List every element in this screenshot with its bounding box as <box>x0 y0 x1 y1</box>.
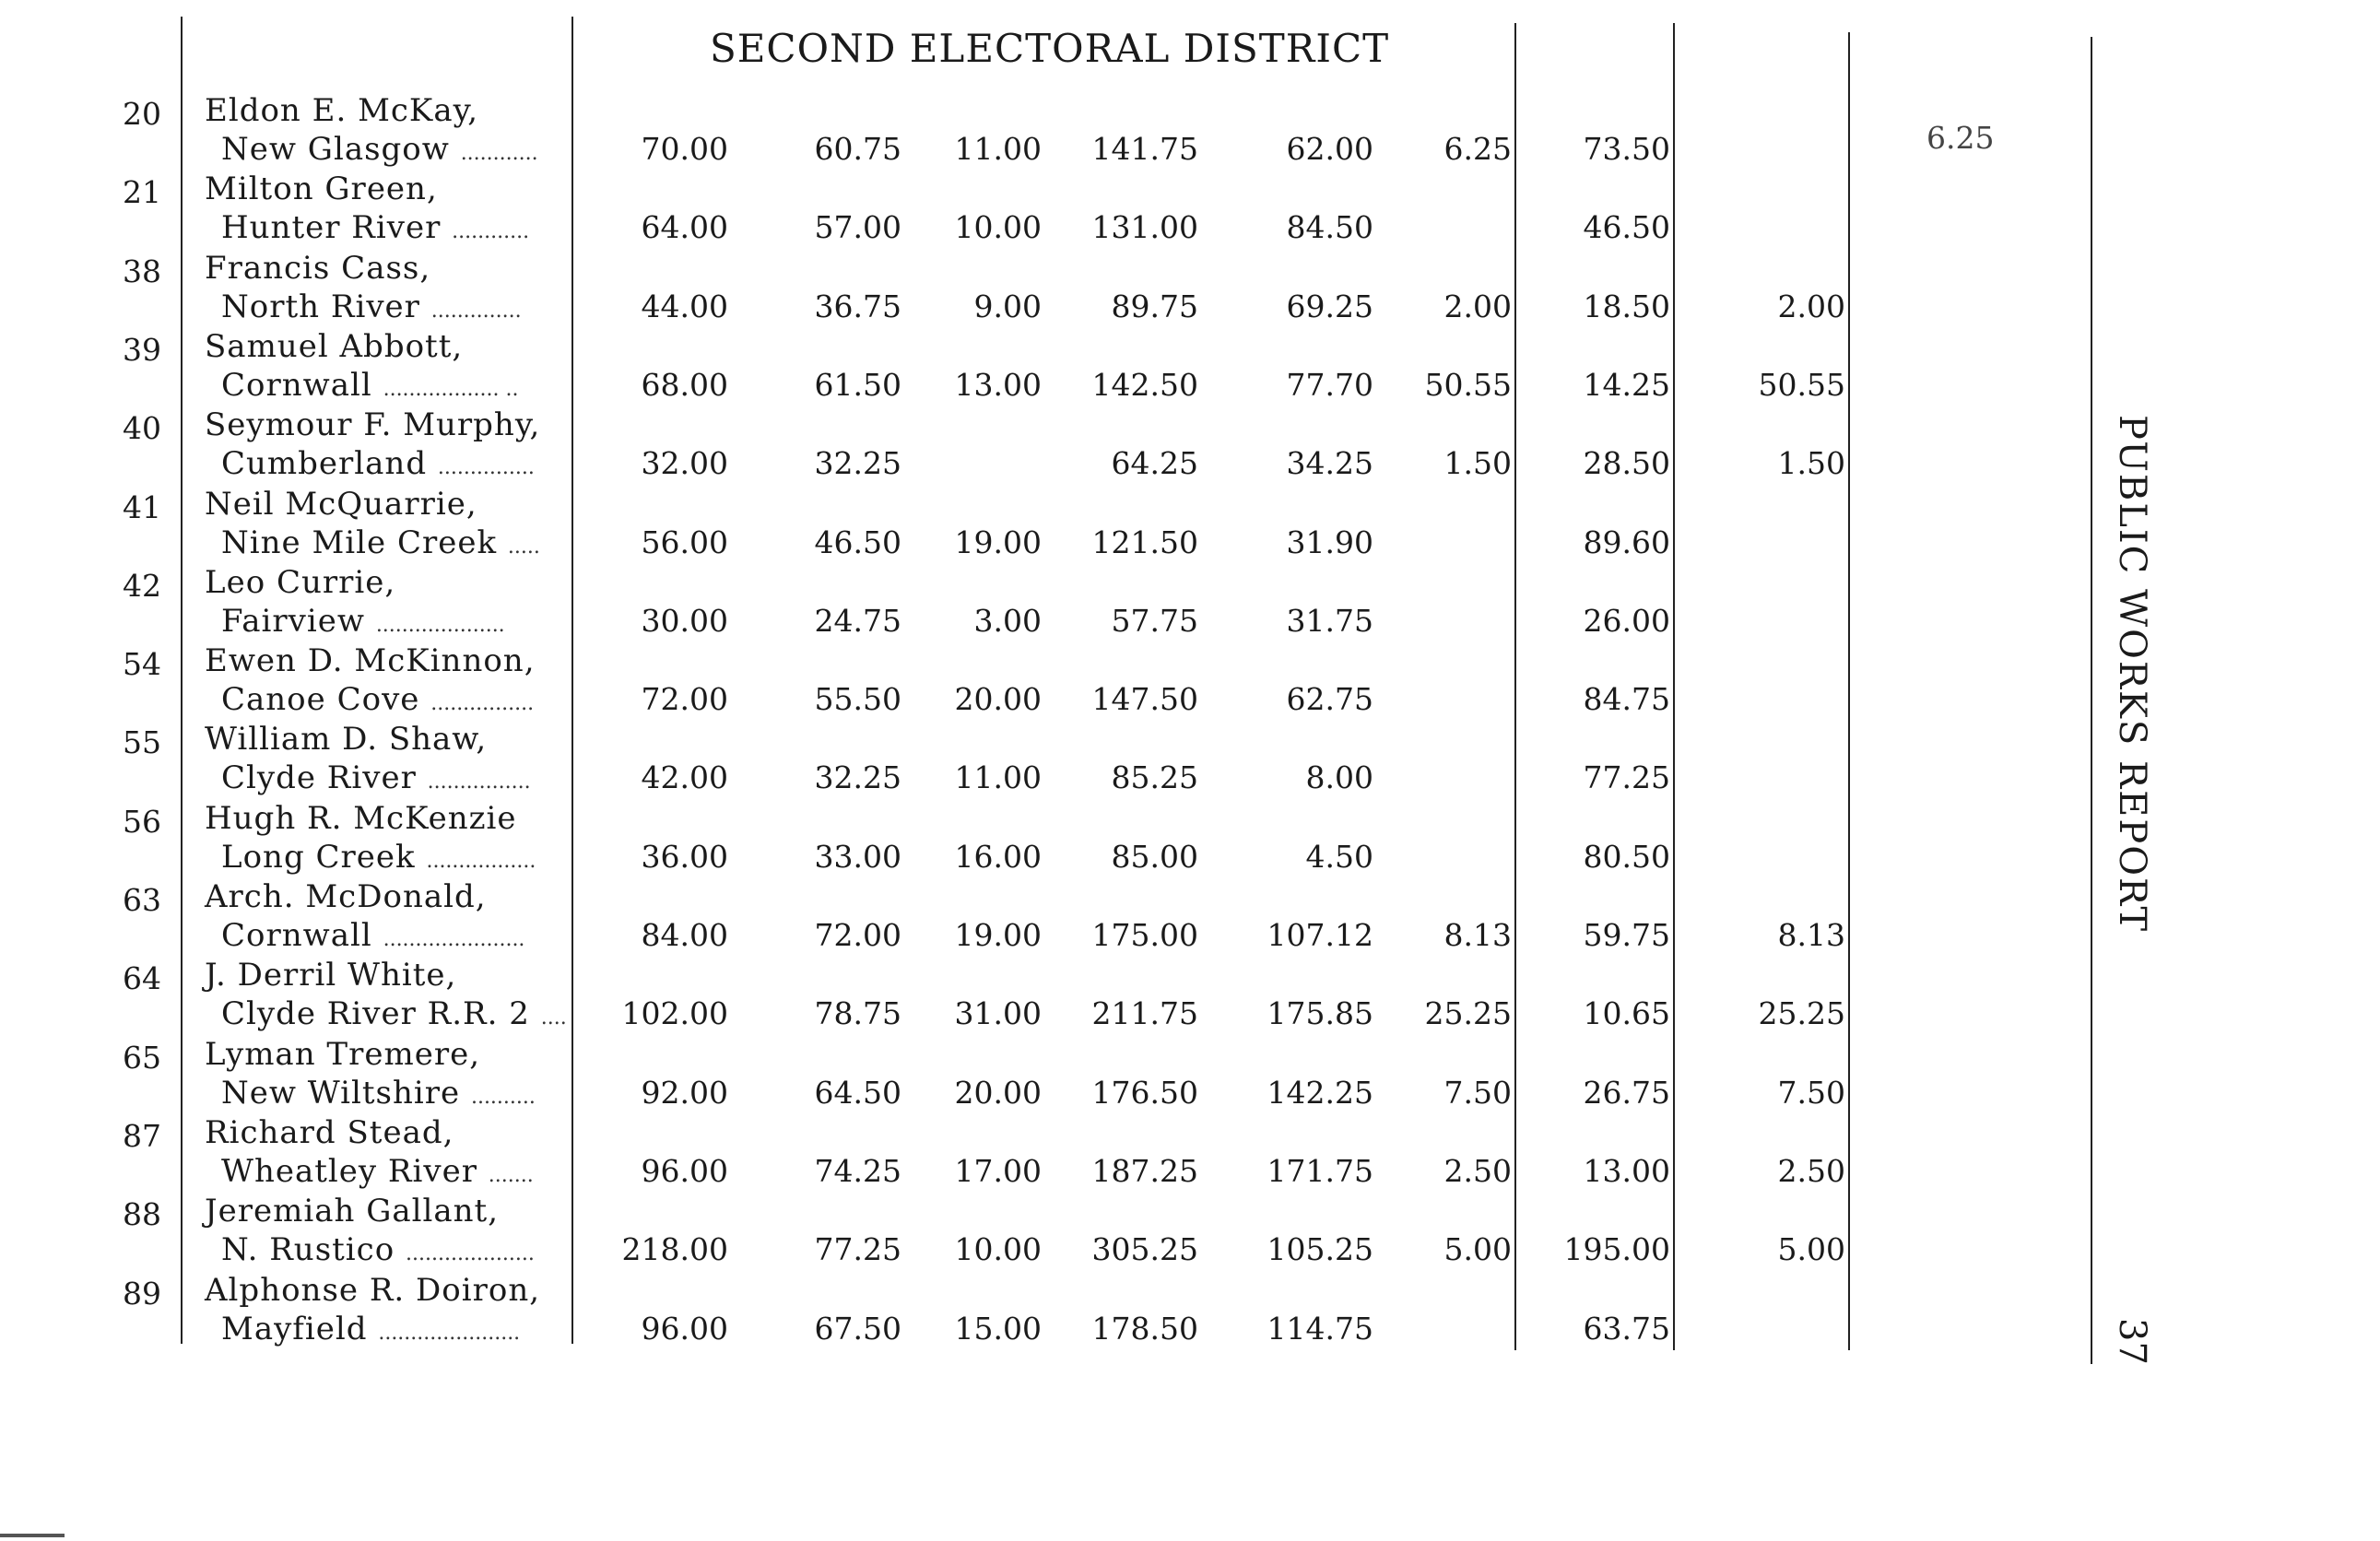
cell-col-2: 33.00 <box>814 838 901 875</box>
cell-col-1: 70.00 <box>641 131 728 167</box>
cell-col-6: 2.00 <box>1443 288 1512 324</box>
table-row <box>0 564 1936 643</box>
cell-col-5: 77.70 <box>1286 366 1373 403</box>
cell-col-5: 171.75 <box>1267 1152 1373 1189</box>
cell-col-5: 62.00 <box>1286 131 1373 167</box>
dot-leader: .................. .. <box>383 377 519 401</box>
cell-col-8: 8.13 <box>1777 917 1845 953</box>
cell-col-6: 2.50 <box>1443 1152 1512 1189</box>
cell-col-3: 9.00 <box>973 288 1042 324</box>
cell-col-3: 11.00 <box>954 131 1042 167</box>
place-cell <box>221 445 535 482</box>
dot-leader: .... <box>540 1006 567 1030</box>
table-row <box>0 642 1936 722</box>
place-name: New Wiltshire <box>221 1074 461 1112</box>
cell-col-5: 107.12 <box>1267 917 1373 953</box>
row-number: 89 <box>123 1275 161 1312</box>
cell-col-8: 2.00 <box>1777 288 1845 324</box>
row-number: 64 <box>123 960 161 997</box>
table-row <box>0 406 1936 486</box>
person-name: Leo Currie, <box>205 563 396 601</box>
place-cell <box>221 839 536 876</box>
table-row <box>0 486 1936 565</box>
cell-col-7: 73.50 <box>1583 131 1670 167</box>
place-cell <box>221 367 518 404</box>
place-cell <box>221 995 567 1032</box>
cell-col-7: 26.00 <box>1583 602 1670 639</box>
row-number: 39 <box>123 331 161 368</box>
place-cell <box>221 209 529 246</box>
person-name: Seymour F. Murphy, <box>205 406 541 444</box>
cell-col-2: 46.50 <box>814 523 901 560</box>
dot-leader: ................ <box>427 770 531 794</box>
place-name: New Glasgow <box>221 131 450 168</box>
cell-col-2: 74.25 <box>814 1152 901 1189</box>
cell-col-1: 92.00 <box>641 1074 728 1111</box>
scan-mark <box>0 1534 65 1537</box>
cell-col-5: 4.50 <box>1305 838 1373 875</box>
place-name: Clyde River <box>221 759 417 797</box>
person-name: Jeremiah Gallant, <box>205 1193 500 1230</box>
cell-col-5: 175.85 <box>1267 995 1373 1032</box>
dot-leader: ............ <box>460 142 538 165</box>
cell-col-1: 84.00 <box>641 917 728 953</box>
cell-col-2: 57.00 <box>814 209 901 246</box>
row-number: 55 <box>123 724 161 761</box>
cell-col-7: 26.75 <box>1583 1074 1670 1111</box>
cell-col-6: 25.25 <box>1424 995 1512 1032</box>
cell-col-1: 102.00 <box>621 995 728 1032</box>
row-number: 40 <box>123 410 161 447</box>
cell-col-5: 69.25 <box>1286 288 1373 324</box>
cell-col-7: 89.60 <box>1583 523 1670 560</box>
row-number: 88 <box>123 1196 161 1233</box>
place-name: Fairview <box>221 602 365 640</box>
place-name: Clyde River R.R. 2 <box>221 995 530 1033</box>
cell-col-6: 1.50 <box>1443 445 1512 482</box>
cell-col-7: 46.50 <box>1583 209 1670 246</box>
cell-col-6: 6.25 <box>1443 131 1512 167</box>
cell-col-3: 19.00 <box>954 917 1042 953</box>
person-name: Milton Green, <box>205 171 438 208</box>
cell-col-4: 89.75 <box>1111 288 1198 324</box>
person-name: Richard Stead, <box>205 1113 454 1151</box>
cell-col-4: 131.00 <box>1091 209 1198 246</box>
row-number: 42 <box>123 567 161 604</box>
place-name: Wheatley River <box>221 1152 477 1190</box>
place-cell <box>221 917 524 954</box>
cell-col-1: 32.00 <box>641 445 728 482</box>
cell-col-1: 218.00 <box>621 1231 728 1268</box>
table-row <box>0 1114 1936 1194</box>
cell-col-6: 5.00 <box>1443 1231 1512 1268</box>
person-name: Alphonse R. Doiron, <box>205 1271 541 1309</box>
row-number: 87 <box>123 1117 161 1154</box>
cell-col-1: 72.00 <box>641 681 728 718</box>
cell-col-7: 14.25 <box>1583 366 1670 403</box>
cell-col-7: 59.75 <box>1583 917 1670 953</box>
cell-col-1: 44.00 <box>641 288 728 324</box>
table-row <box>0 1193 1936 1272</box>
cell-col-5: 105.25 <box>1267 1231 1373 1268</box>
table-row <box>0 721 1936 800</box>
place-name: Long Creek <box>221 838 416 876</box>
cell-col-3: 20.00 <box>954 681 1042 718</box>
person-name: Eldon E. McKay, <box>205 92 479 129</box>
cell-col-4: 85.25 <box>1111 759 1198 796</box>
row-number: 56 <box>123 803 161 840</box>
dot-leader: ...................... <box>378 1321 521 1345</box>
place-name: Cornwall <box>221 366 372 404</box>
place-name: Canoe Cove <box>221 681 420 719</box>
cell-col-8: 1.50 <box>1777 445 1845 482</box>
cell-col-6: 7.50 <box>1443 1074 1512 1111</box>
cell-col-2: 32.25 <box>814 445 901 482</box>
place-cell <box>221 288 522 325</box>
cell-col-2: 55.50 <box>814 681 901 718</box>
dot-leader: ....... <box>488 1163 534 1187</box>
place-cell <box>221 681 534 718</box>
cell-col-7: 80.50 <box>1583 838 1670 875</box>
cell-col-5: 114.75 <box>1267 1310 1373 1347</box>
cell-col-5: 62.75 <box>1286 681 1373 718</box>
dot-leader: .......... <box>470 1085 536 1109</box>
cell-col-4: 176.50 <box>1091 1074 1198 1111</box>
cell-col-4: 305.25 <box>1091 1231 1198 1268</box>
cell-col-2: 61.50 <box>814 366 901 403</box>
cell-col-4: 211.75 <box>1091 995 1198 1032</box>
dot-leader: .................... <box>406 1242 535 1266</box>
cell-col-3: 20.00 <box>954 1074 1042 1111</box>
place-name: North River <box>221 288 420 325</box>
cell-col-1: 56.00 <box>641 523 728 560</box>
cell-col-4: 178.50 <box>1091 1310 1198 1347</box>
cell-col-5: 84.50 <box>1286 209 1373 246</box>
cell-col-4: 141.75 <box>1091 131 1198 167</box>
dot-leader: ............... <box>437 456 535 480</box>
cell-col-8: 2.50 <box>1777 1152 1845 1189</box>
table-row <box>0 878 1936 958</box>
cell-col-1: 96.00 <box>641 1310 728 1347</box>
table-row <box>0 800 1936 879</box>
dot-leader: ............ <box>452 220 530 244</box>
cell-col-8: 5.00 <box>1777 1231 1845 1268</box>
person-name: Arch. McDonald, <box>205 878 487 915</box>
cell-col-3: 16.00 <box>954 838 1042 875</box>
row-number: 54 <box>123 646 161 683</box>
cell-col-8: 50.55 <box>1758 366 1845 403</box>
cell-col-4: 121.50 <box>1091 523 1198 560</box>
cell-col-1: 64.00 <box>641 209 728 246</box>
dot-leader: ..... <box>507 535 540 559</box>
row-number: 65 <box>123 1039 161 1076</box>
place-name: Hunter River <box>221 209 442 247</box>
place-name: Cumberland <box>221 445 428 483</box>
table-row <box>0 1036 1936 1115</box>
cell-col-5: 142.25 <box>1267 1074 1373 1111</box>
cell-col-2: 32.25 <box>814 759 901 796</box>
cell-col-3: 19.00 <box>954 523 1042 560</box>
dot-leader: ...................... <box>383 928 525 951</box>
dot-leader: .................... <box>375 613 505 637</box>
place-name: Cornwall <box>221 917 372 954</box>
dot-leader: ................ <box>430 692 535 716</box>
table-row <box>0 328 1936 407</box>
cell-col-4: 85.00 <box>1111 838 1198 875</box>
row-number: 21 <box>123 174 161 211</box>
cell-col-4: 187.25 <box>1091 1152 1198 1189</box>
cell-col-8: 7.50 <box>1777 1074 1845 1111</box>
place-cell <box>221 603 505 640</box>
place-cell <box>221 1231 535 1268</box>
row-number: 41 <box>123 488 161 525</box>
person-name: Lyman Tremere, <box>205 1035 480 1073</box>
table-row <box>0 957 1936 1036</box>
person-name: Hugh R. McKenzie <box>205 799 517 837</box>
cell-col-2: 64.50 <box>814 1074 901 1111</box>
cell-col-6: 8.13 <box>1443 917 1512 953</box>
cell-col-5: 8.00 <box>1305 759 1373 796</box>
cell-col-3: 17.00 <box>954 1152 1042 1189</box>
cell-col-2: 72.00 <box>814 917 901 953</box>
person-name: Neil McQuarrie, <box>205 485 477 523</box>
cell-col-2: 67.50 <box>814 1310 901 1347</box>
cell-col-1: 30.00 <box>641 602 728 639</box>
cell-col-1: 96.00 <box>641 1152 728 1189</box>
table-row <box>0 1272 1936 1351</box>
page-heading: SECOND ELECTORAL DISTRICT <box>710 26 1390 71</box>
place-cell <box>221 524 540 561</box>
cell-col-7: 28.50 <box>1583 445 1670 482</box>
cell-col-7: 13.00 <box>1583 1152 1670 1189</box>
page-number: 37 <box>2111 1318 2153 1365</box>
person-name: Francis Cass, <box>205 249 431 287</box>
cell-col-7: 10.65 <box>1583 995 1670 1032</box>
place-cell <box>221 1311 520 1347</box>
cell-col-5: 31.75 <box>1286 602 1373 639</box>
cell-col-3: 15.00 <box>954 1310 1042 1347</box>
cell-col-4: 57.75 <box>1111 602 1198 639</box>
cell-col-2: 78.75 <box>814 995 901 1032</box>
place-cell <box>221 131 538 168</box>
rule-right <box>2091 37 2092 1364</box>
cell-col-7: 18.50 <box>1583 288 1670 324</box>
cell-col-5: 31.90 <box>1286 523 1373 560</box>
cell-col-3: 3.00 <box>973 602 1042 639</box>
cell-col-1: 36.00 <box>641 838 728 875</box>
cell-col-7: 63.75 <box>1583 1310 1670 1347</box>
cell-col-2: 60.75 <box>814 131 901 167</box>
place-cell <box>221 1153 534 1190</box>
cell-col-3: 13.00 <box>954 366 1042 403</box>
cell-col-8: 25.25 <box>1758 995 1845 1032</box>
row-number: 38 <box>123 253 161 289</box>
cell-col-3: 31.00 <box>954 995 1042 1032</box>
dot-leader: ................. <box>426 849 536 873</box>
row-number: 20 <box>123 96 161 132</box>
cell-col-2: 36.75 <box>814 288 901 324</box>
place-cell <box>221 1075 536 1112</box>
cell-col-4: 147.50 <box>1091 681 1198 718</box>
person-name: J. Derril White, <box>205 957 457 994</box>
cell-col-3: 11.00 <box>954 759 1042 796</box>
table-row <box>0 171 1936 250</box>
cell-col-7: 77.25 <box>1583 759 1670 796</box>
cell-col-4: 175.00 <box>1091 917 1198 953</box>
side-title: PUBLIC WORKS REPORT <box>2111 415 2153 934</box>
table-row <box>0 92 1936 171</box>
dot-leader: .............. <box>430 299 522 323</box>
cell-col-2: 24.75 <box>814 602 901 639</box>
table-row <box>0 250 1936 329</box>
cell-col-3: 10.00 <box>954 209 1042 246</box>
cell-col-4: 64.25 <box>1111 445 1198 482</box>
cell-col-7: 84.75 <box>1583 681 1670 718</box>
person-name: Samuel Abbott, <box>205 327 464 365</box>
extra-value: 6.25 <box>1926 120 1995 156</box>
cell-col-4: 142.50 <box>1091 366 1198 403</box>
place-name: N. Rustico <box>221 1231 395 1269</box>
cell-col-5: 34.25 <box>1286 445 1373 482</box>
person-name: Ewen D. McKinnon, <box>205 642 536 680</box>
row-number: 63 <box>123 882 161 918</box>
person-name: William D. Shaw, <box>205 721 488 759</box>
cell-col-1: 68.00 <box>641 366 728 403</box>
cell-col-2: 77.25 <box>814 1231 901 1268</box>
place-cell <box>221 759 531 796</box>
cell-col-3: 10.00 <box>954 1231 1042 1268</box>
cell-col-1: 42.00 <box>641 759 728 796</box>
place-name: Nine Mile Creek <box>221 523 498 561</box>
place-name: Mayfield <box>221 1310 368 1347</box>
cell-col-7: 195.00 <box>1563 1231 1670 1268</box>
cell-col-6: 50.55 <box>1424 366 1512 403</box>
